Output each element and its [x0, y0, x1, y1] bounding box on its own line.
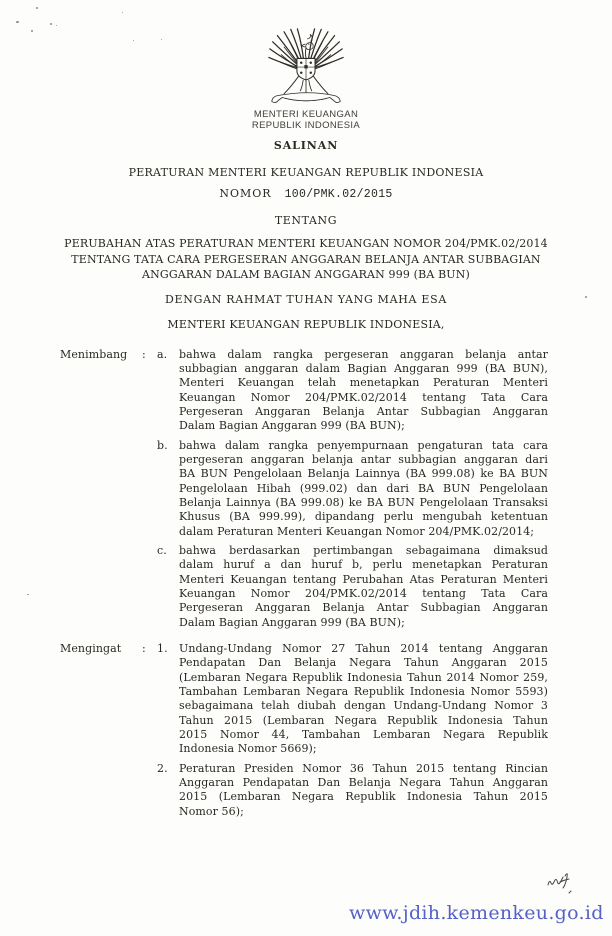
issuer-line: MENTERI KEUANGAN REPUBLIK INDONESIA, — [167, 317, 445, 331]
ministry-line2: REPUBLIK INDONESIA — [251, 119, 361, 131]
text-line: Nomor 56); — [179, 804, 244, 818]
text-line: dalam huruf a dan huruf b, perlu menetapkan Peraturan — [179, 558, 548, 572]
scan-speck — [122, 12, 123, 13]
text-line: Pengelolaan Hibah (999.02) dan dari BA BUN Pengelolaan — [179, 481, 548, 495]
regulation-title: PERATURAN MENTERI KEUANGAN REPUBLIK INDONESIA — [128, 166, 484, 179]
text-line: BA BUN Pengelolaan Belanja Lainnya (BA 999.08) ke BA BUN — [179, 467, 548, 481]
scan-speck — [50, 23, 52, 25]
scan-speck — [585, 296, 587, 298]
text-line: bahwa dalam rangka pergeseran anggaran belanja antar — [179, 347, 548, 361]
text-line: Tahun 2015 (Lembaran Negara Republik Indonesia Tahun — [179, 713, 548, 727]
handwritten-initials-mark — [546, 872, 574, 898]
text-line: Belanja Lainnya (BA 999.08) ke BA BUN Pengelolaan Transaksi — [179, 495, 548, 509]
list-item — [157, 642, 548, 757]
text-line: 2015 (Lembaran Negara Republik Indonesia Tahun 2015 — [179, 790, 548, 804]
nomor-label: NOMOR — [219, 187, 272, 200]
subject-line: ANGGARAN DALAM BAGIAN ANGGARAN 999 (BA BUN) — [142, 268, 470, 281]
text-line: Dalam Bagian Anggaran 999 (BA BUN); — [179, 419, 405, 433]
text-line: subbagian anggaran dalam Bagian Anggaran 999 (BA BUN), — [179, 361, 548, 375]
text-line: Khusus (BA 999.99), dipandang perlu mengubah ketentuan — [179, 510, 548, 524]
text-line: Pergeseran Anggaran Belanja Antar Subbagian Anggaran — [179, 404, 548, 418]
item-text — [179, 348, 548, 434]
garuda-pancasila-emblem — [263, 27, 349, 108]
item-text — [179, 544, 548, 630]
text-line: Keuangan Nomor 204/PMK.02/2014 tentang Tata Cara — [179, 587, 548, 600]
legal-basis-items — [157, 642, 548, 819]
copy-stamp: SALINAN — [273, 139, 339, 152]
invocation-line: DENGAN RAHMAT TUHAN YANG MAHA ESA — [165, 292, 447, 306]
text-line: bahwa dalam rangka penyempurnaan pengaturan tata cara — [179, 438, 548, 452]
text-line: sebagaimana telah diubah dengan Undang-Undang Nomor 3 — [179, 699, 548, 713]
regulation-number-line — [0, 187, 612, 201]
text-line: Pergeseran Anggaran Belanja Antar Subbagian Anggaran — [179, 601, 548, 615]
text-line: Tambahan Lembaran Negara Republik Indonesia Nomor 5593) — [179, 685, 548, 699]
ministry-name — [0, 110, 612, 131]
nomor-value: 100/PMK.02/2015 — [284, 188, 393, 201]
item-marker: 1. — [157, 642, 168, 656]
text-line: Pendapatan Dan Belanja Negara Tahun Anggaran 2015 — [179, 656, 548, 670]
item-text — [179, 642, 548, 757]
scan-speck — [133, 40, 134, 41]
text-line: Undang-Undang Nomor 27 Tahun 2014 tentang Anggaran — [179, 642, 548, 656]
colon-separator: : — [142, 642, 146, 656]
text-line: bahwa berdasarkan pertimbangan sebagaimana dimaksud — [179, 543, 548, 557]
legal-basis-section — [0, 642, 612, 819]
list-item — [157, 544, 548, 630]
text-line: (Lembaran Negara Republik Indonesia Tahun 2014 Nomor 259, — [179, 670, 548, 684]
subject-line: TENTANG TATA CARA PERGESERAN ANGGARAN BELANJA ANTAR SUBBAGIAN — [71, 252, 541, 266]
item-marker: a. — [157, 347, 168, 361]
colon-separator: : — [142, 347, 146, 361]
considerations-label: Menimbang — [60, 347, 128, 361]
list-item — [157, 762, 548, 819]
tentang-label: TENTANG — [274, 214, 338, 227]
text-line: Keuangan Nomor 204/PMK.02/2014 tentang Tata Cara — [179, 390, 548, 404]
text-line: Dalam Bagian Anggaran 999 (BA BUN); — [179, 615, 405, 629]
scan-speck — [56, 25, 57, 26]
text-line: Menteri Keuangan tentang Perubahan Atas Peraturan Menteri — [179, 572, 548, 586]
ministry-line1: MENTERI KEUANGAN — [253, 109, 359, 120]
text-line: Indonesia Nomor 5669); — [179, 742, 317, 756]
text-line: pergeseran anggaran belanja antar subbagian anggaran dari — [179, 452, 548, 466]
considerations-items — [157, 348, 548, 631]
item-marker: c. — [157, 543, 167, 557]
subject-line: PERUBAHAN ATAS PERATURAN MENTERI KEUANGAN NOMOR 204/PMK.02/2014 — [64, 237, 548, 250]
item-marker: 2. — [157, 761, 168, 775]
list-item — [157, 439, 548, 539]
scan-speck — [161, 39, 162, 40]
text-line: dalam Peraturan Menteri Keuangan Nomor 204/PMK.02/2014; — [179, 524, 535, 538]
legal-basis-label: Mengingat — [60, 642, 122, 656]
item-marker: b. — [157, 438, 168, 452]
scan-speck — [31, 30, 33, 32]
text-line: 2015 Nomor 44, Tambahan Lembaran Negara Republik — [179, 728, 548, 742]
text-line: Menteri Keuangan telah menetapkan Peraturan Menteri — [179, 376, 548, 390]
scan-speck — [16, 21, 19, 23]
item-text — [179, 762, 548, 819]
scan-speck — [36, 7, 38, 9]
text-line: Peraturan Presiden Nomor 36 Tahun 2015 tentang Rincian — [179, 761, 548, 775]
considerations-section — [0, 348, 612, 631]
regulation-subject — [0, 236, 612, 283]
text-line: Anggaran Pendapatan Dan Belanja Negara Tahun Anggaran — [179, 776, 548, 790]
list-item — [157, 348, 548, 434]
scan-speck — [27, 594, 29, 595]
jdih-website-link[interactable]: www.jdih.kemenkeu.go.id — [349, 902, 604, 924]
item-text — [179, 439, 548, 539]
